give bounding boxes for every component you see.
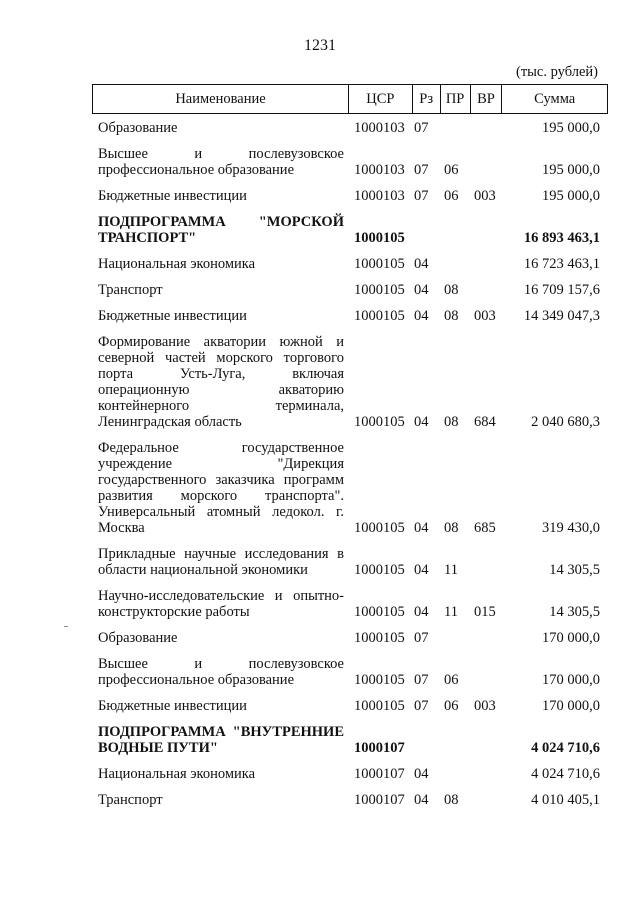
row-pr: 06 [444,672,459,688]
row-name [92,120,348,136]
table-row [92,214,608,246]
row-sum: 4 024 710,6 [531,766,600,782]
row-pr: 08 [444,520,459,536]
units-label: (тыс. рублей) [516,64,598,80]
row-name-text: Высшее и послевузовское профессиональное образование [98,656,344,688]
row-sum: 4 010 405,1 [531,792,600,808]
header-name: Наименование [175,91,266,107]
header-sum: Сумма [501,85,607,113]
row-sum: 2 040 680,3 [531,414,600,430]
table-row [92,440,608,536]
row-pr: 08 [444,282,459,298]
row-sum: 4 024 710,6 [531,740,600,756]
row-csr: 1000105 [354,604,405,620]
table-row [92,120,608,136]
row-csr: 1000105 [354,698,405,714]
row-rz: 04 [414,792,429,808]
row-pr: 11 [444,604,458,620]
row-pr: 06 [444,162,459,178]
row-name [92,766,348,782]
table-row [92,308,608,324]
table-row [92,256,608,272]
table-row [92,334,608,430]
row-name-text: Транспорт [98,282,163,298]
row-rz: 04 [414,256,429,272]
row-name-text: Формирование акватории южной и северной частей морского торгового порта Усть-Луга, включая операционную акваторию контейнерного терминала, Ленинградская область [98,334,344,430]
margin-mark [64,626,68,627]
row-name [92,440,348,536]
row-sum: 16 893 463,1 [523,230,600,246]
row-name-text: Прикладные научные исследования в области национальной экономики [98,546,344,578]
row-name [92,334,348,430]
row-vr: 684 [474,414,496,430]
row-sum: 14 349 047,3 [523,308,600,324]
row-name [92,546,348,578]
row-pr: 08 [444,414,459,430]
row-csr: 1000103 [354,120,405,136]
row-csr: 1000107 [354,766,405,782]
row-csr: 1000105 [354,414,405,430]
row-csr: 1000103 [354,162,405,178]
row-name-text: Национальная экономика [98,256,256,272]
row-name [92,588,348,620]
table-row [92,188,608,204]
row-vr: 685 [474,520,496,536]
row-sum: 319 430,0 [542,520,600,536]
row-sum: 195 000,0 [542,120,600,136]
header-vr: ВР [470,85,502,113]
row-name [92,724,348,756]
table-header [92,84,608,114]
table-row [92,146,608,178]
row-name [92,308,348,324]
row-sum: 14 305,5 [549,604,600,620]
row-pr: 08 [444,308,459,324]
table-row [92,698,608,714]
row-name [92,792,348,808]
row-rz: 07 [414,698,429,714]
row-csr: 1000105 [354,630,405,646]
row-sum: 170 000,0 [542,672,600,688]
row-rz: 04 [414,562,429,578]
row-rz: 07 [414,162,429,178]
row-vr: 015 [474,604,496,620]
row-pr: 06 [444,698,459,714]
row-sum: 16 709 157,6 [523,282,600,298]
row-rz: 04 [414,308,429,324]
row-name [92,214,348,246]
row-rz: 04 [414,604,429,620]
row-pr: 11 [444,562,458,578]
table-row [92,282,608,298]
row-pr: 08 [444,792,459,808]
row-pr: 06 [444,188,459,204]
row-csr: 1000105 [354,230,405,246]
row-sum: 170 000,0 [542,630,600,646]
row-csr: 1000105 [354,308,405,324]
row-csr: 1000105 [354,562,405,578]
row-name-text: Бюджетные инвестиции [98,188,247,204]
table-body [92,114,608,808]
row-sum: 16 723 463,1 [523,256,600,272]
row-rz: 04 [414,414,429,430]
row-csr: 1000103 [354,188,405,204]
row-name [92,282,348,298]
row-sum: 195 000,0 [542,188,600,204]
page-number: 1231 [304,37,336,54]
row-sum: 195 000,0 [542,162,600,178]
row-name [92,698,348,714]
row-rz: 04 [414,520,429,536]
row-name-text: Высшее и послевузовское профессиональное образование [98,146,344,178]
table-row [92,724,608,756]
row-name-text: ПОДПРОГРАММА "ВНУТРЕННИЕ ВОДНЫЕ ПУТИ" [98,724,344,756]
row-name-text: Образование [98,630,178,646]
row-name [92,656,348,688]
table-row [92,546,608,578]
header-rz: Рз [412,85,440,113]
row-csr: 1000105 [354,672,405,688]
row-name-text: Бюджетные инвестиции [98,698,247,714]
row-rz: 07 [414,120,429,136]
table-row [92,766,608,782]
row-name [92,630,348,646]
row-csr: 1000105 [354,520,405,536]
row-name-text: Образование [98,120,178,136]
row-name [92,256,348,272]
budget-table [92,84,608,818]
header-csr: ЦСР [348,85,412,113]
row-sum: 14 305,5 [549,562,600,578]
row-name-text: Научно-исследовательские и опытно-конструкторские работы [98,588,344,620]
row-csr: 1000107 [354,792,405,808]
row-name-text: Федеральное государственное учреждение "Дирекция государственного заказчика программ развития морского транспорта". Универсальный атомный ледокол. г. Москва [98,440,344,536]
row-rz: 04 [414,766,429,782]
row-csr: 1000105 [354,256,405,272]
row-name-text: ПОДПРОГРАММА "МОРСКОЙ ТРАНСПОРТ" [98,214,344,246]
header-pr: ПР [440,85,470,113]
row-name-text: Бюджетные инвестиции [98,308,247,324]
row-csr: 1000107 [354,740,405,756]
row-vr: 003 [474,698,496,714]
row-rz: 04 [414,282,429,298]
row-rz: 07 [414,672,429,688]
table-row [92,630,608,646]
row-vr: 003 [474,308,496,324]
row-csr: 1000105 [354,282,405,298]
row-vr: 003 [474,188,496,204]
row-name-text: Транспорт [98,792,163,808]
row-name-text: Национальная экономика [98,766,256,782]
table-row [92,588,608,620]
row-rz: 07 [414,630,429,646]
row-sum: 170 000,0 [542,698,600,714]
row-name [92,146,348,178]
table-row [92,792,608,808]
row-rz: 07 [414,188,429,204]
row-name [92,188,348,204]
table-row [92,656,608,688]
